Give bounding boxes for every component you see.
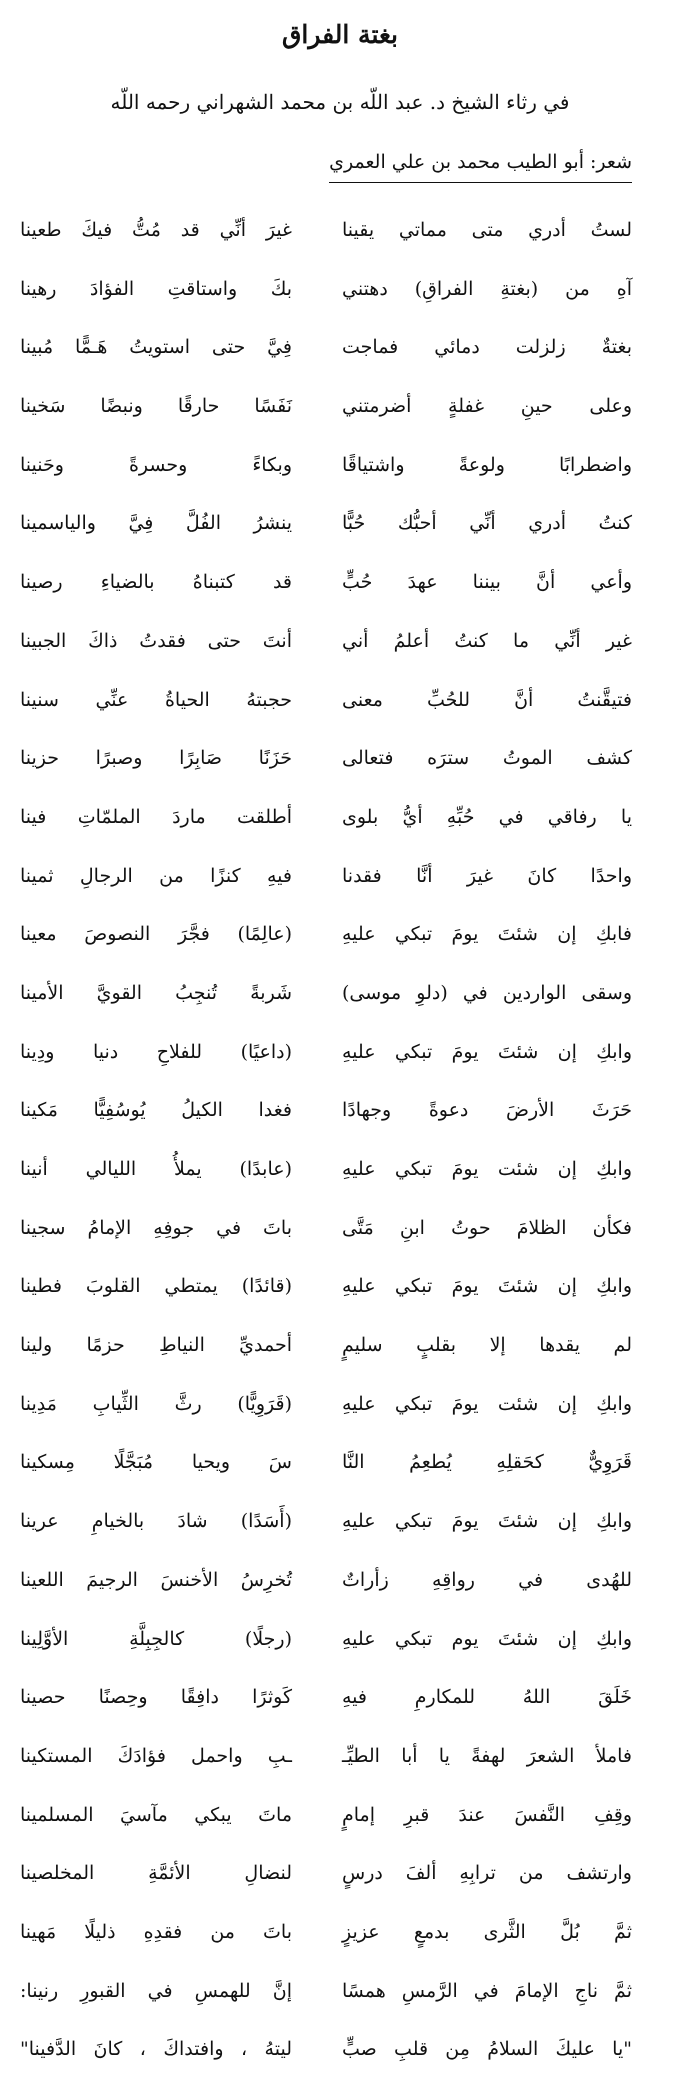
verse-second-hemistich: فغدا الكيلُ يُوسُفِيًّا مَكينا: [20, 1099, 292, 1122]
verse: [0, 1971, 680, 2030]
verse: [0, 973, 680, 1032]
verse-second-hemistich: كَوثرًا دافِقًا وحِصنًا حصينا: [20, 1686, 292, 1709]
verse: [0, 914, 680, 973]
verse-first-hemistich: للهُدى في رواقِهِ زأراتٌ: [342, 1568, 632, 1591]
verse-first-hemistich: لستُ أدري متى مماتي يقينا: [342, 219, 632, 241]
verse-first-hemistich: فابكِ إن شئتَ يومَ تبكي عليهِ: [342, 923, 632, 946]
verse-second-hemistich: سَ ويحيا مُبَجَّلًا مِسكينا: [20, 1451, 292, 1474]
verse: [0, 445, 680, 504]
verse-second-hemistich: (رجلًا) كالجِبِلَّةِ الأوَّلِينا: [20, 1627, 292, 1650]
verse-first-hemistich: يا رفاقي في حُبِّهِ أيُّ بلوى: [342, 805, 632, 828]
verse-first-hemistich: كنتُ أدري أنِّي أحبُّك حُبًّا: [342, 512, 632, 535]
verse-first-hemistich: وعلى حينِ غفلةٍ أضرمتني: [342, 395, 632, 418]
verse: [0, 1853, 680, 1912]
verse-second-hemistich: نَفَسًا حارقًا ونبضًا سَخينا: [20, 395, 292, 418]
verse-second-hemistich: وبكاءً وحسرةً وحَنينا: [20, 453, 292, 476]
verse-second-hemistich: باتَ في جوفِهِ الإمامُ سجينا: [20, 1216, 292, 1239]
verse-second-hemistich: قد كتبناهُ بالضياءِ رصينا: [20, 571, 292, 594]
verse-second-hemistich: حَزَنًا صَابِرًا وصبرًا حزينا: [20, 747, 292, 770]
verse-second-hemistich: أطلقت ماردَ الملمّاتِ فينا: [20, 805, 292, 828]
verse-first-hemistich: واضطرابًا ولوعةً واشتياقًا: [342, 453, 632, 476]
verse-first-hemistich: حَرَثَ الأرضَ دعوةً وجهادًا: [342, 1099, 632, 1122]
verse-second-hemistich: باتَ من فقدِهِ ذليلًا مَهينا: [20, 1920, 292, 1943]
verse-first-hemistich: وابكِ إن شئتَ يومَ تبكي عليهِ: [342, 1510, 632, 1533]
verse-first-hemistich: فاملأ الشعرَ لهفةً يا أبا الطيِّـ: [342, 1744, 632, 1767]
verse: [0, 680, 680, 739]
verse-first-hemistich: وسقى الواردين في (دلوِ موسى): [342, 981, 632, 1004]
verse-second-hemistich: (قَرَوِيًّا) رثَّ الثِّيابِ مَدِينا: [20, 1392, 292, 1415]
verse: [0, 1619, 680, 1678]
verse-second-hemistich: (قائدًا) يمتطي القلوبَ فطينا: [20, 1275, 292, 1298]
verse-second-hemistich: غيرَ أنِّي قد مُتُّ فيكَ طعينا: [20, 219, 292, 241]
verse-second-hemistich: (داعيًا) للفلاحِ دنيا ودِينا: [20, 1040, 292, 1063]
verse: [0, 738, 680, 797]
poem-author: شعر: أبو الطيب محمد بن علي العمري: [329, 148, 632, 183]
verse: [0, 1149, 680, 1208]
verse: [0, 1208, 680, 1267]
verse-first-hemistich: وابكِ إن شئتَ يوم تبكي عليهِ: [342, 1627, 632, 1650]
verse: [0, 1912, 680, 1971]
verse: [0, 1795, 680, 1854]
verse-first-hemistich: لم يقدها إلا بقلبٍ سليمٍ: [342, 1334, 632, 1357]
verse: [0, 797, 680, 856]
verse-first-hemistich: ثمَّ ناجِ الإمامَ في الرَّمسِ همسًا: [342, 1979, 632, 2002]
verse: [0, 327, 680, 386]
verse: [0, 1442, 680, 1501]
verse: [0, 562, 680, 621]
verse: [0, 1266, 680, 1325]
verse: [0, 1501, 680, 1560]
verse: [0, 386, 680, 445]
verse-second-hemistich: أحمديِّ النياطِ حزمًا ولينا: [20, 1334, 292, 1357]
verse-second-hemistich: ماتَ يبكي مآسيَ المسلمينا: [20, 1803, 292, 1826]
verse-second-hemistich: بكَ واستاقتِ الفؤادَ رهينا: [20, 277, 292, 300]
verse-first-hemistich: كشف الموتُ سترَه فتعالى: [342, 747, 632, 770]
verse-second-hemistich: (عالِمًا) فجَّرَ النصوصَ معينا: [20, 923, 292, 946]
verse-first-hemistich: بغتةٌ زلزلت دمائي فماجت: [342, 336, 632, 359]
verse-second-hemistich: أنتَ حتى فقدتُ ذاكَ الجبينا: [20, 629, 292, 652]
verse-second-hemistich: شَربةً تُنجِبُ القويَّ الأمينا: [20, 981, 292, 1004]
verse-second-hemistich: حجبتهُ الحياةُ عنِّي سنينا: [20, 688, 292, 711]
verse-first-hemistich: وقِفِ النَّفسَ عندَ قبرِ إمامٍ: [342, 1803, 632, 1826]
verse-first-hemistich: وابكِ إن شئتَ يومَ تبكي عليهِ: [342, 1040, 632, 1063]
verse-first-hemistich: قَرَوِيٌّ كحَقلِهِ يُطعِمُ النَّا: [342, 1451, 632, 1474]
verse: [0, 1677, 680, 1736]
verse-second-hemistich: تُخرِسُ الأخنسَ الرجيمَ اللعينا: [20, 1568, 292, 1591]
verse-second-hemistich: ليتهُ ، وافتداكَ ، كانَ الدَّفينا": [20, 2038, 292, 2061]
verse: [0, 210, 680, 269]
verse-second-hemistich: (أَسَدًا) شادَ بالخيامِ عرينا: [20, 1510, 292, 1533]
verse: [0, 503, 680, 562]
verse-first-hemistich: فتيقَّنتُ أنَّ للحُبِّ معنى: [342, 688, 632, 711]
verse-first-hemistich: ثمَّ بُلَّ الثَّرى بدمعٍ عزيزٍ: [342, 1920, 632, 1943]
verse: [0, 1560, 680, 1619]
verse-first-hemistich: واحدًا كانَ غيرَ أنَّا فقدنا: [342, 864, 632, 887]
verse-second-hemistich: فيهِ كنزًا من الرجالِ ثمينا: [20, 864, 292, 887]
verse-second-hemistich: ينشرُ الفُلَّ فِيَّ والياسمينا: [20, 512, 292, 535]
verse: [0, 1325, 680, 1384]
verse-first-hemistich: "يا عليكَ السلامُ مِن قلبِ صبٍّ: [342, 2038, 632, 2061]
verse-first-hemistich: وأعي أنَّ بيننا عهدَ حُبٍّ: [342, 571, 632, 594]
verse-first-hemistich: وابكِ إن شئتَ يومَ تبكي عليهِ: [342, 1275, 632, 1298]
verse: [0, 856, 680, 915]
poem-title: بغتة الفراق: [281, 20, 398, 49]
poem-subtitle: في رثاء الشيخ د. عبد اللّه بن محمد الشهراني رحمه اللّه: [110, 90, 570, 114]
verse-first-hemistich: وابكِ إن شئت يومَ تبكي عليهِ: [342, 1158, 632, 1180]
verse: [0, 1736, 680, 1795]
verse: [0, 269, 680, 328]
verse-second-hemistich: ـبِ واحمل فؤادَكَ المستكينا: [20, 1744, 292, 1767]
verse-first-hemistich: وارتشف من ترابِهِ ألفَ درسٍ: [342, 1862, 632, 1885]
verse: [0, 1090, 680, 1149]
verse: [0, 1384, 680, 1443]
verse-second-hemistich: لنضالِ الأئمَّةِ المخلصينا: [20, 1862, 292, 1885]
verse-first-hemistich: خَلَقَ اللهُ للمكارمِ فيهِ: [342, 1686, 632, 1709]
verse-first-hemistich: وابكِ إن شئت يومَ تبكي عليهِ: [342, 1392, 632, 1415]
verse-second-hemistich: إنَّ للهمسِ في القبورِ رنينا:: [20, 1979, 292, 2002]
poem-body: [0, 210, 680, 2088]
verse-first-hemistich: فكأن الظلامَ حوتُ ابنِ مَتَّى: [342, 1216, 632, 1239]
verse: [0, 1032, 680, 1091]
verse: [0, 2029, 680, 2088]
verse-first-hemistich: غير أنِّي ما كنتُ أعلمُ أني: [342, 629, 632, 652]
verse-first-hemistich: آهِ من (بغتةِ الفراقِ) دهتني: [342, 277, 632, 300]
verse: [0, 621, 680, 680]
verse-second-hemistich: فِيَّ حتى استويتُ هَـمًّا مُبينا: [20, 336, 292, 359]
verse-second-hemistich: (عابدًا) يملأُ الليالي أنينا: [20, 1158, 292, 1180]
